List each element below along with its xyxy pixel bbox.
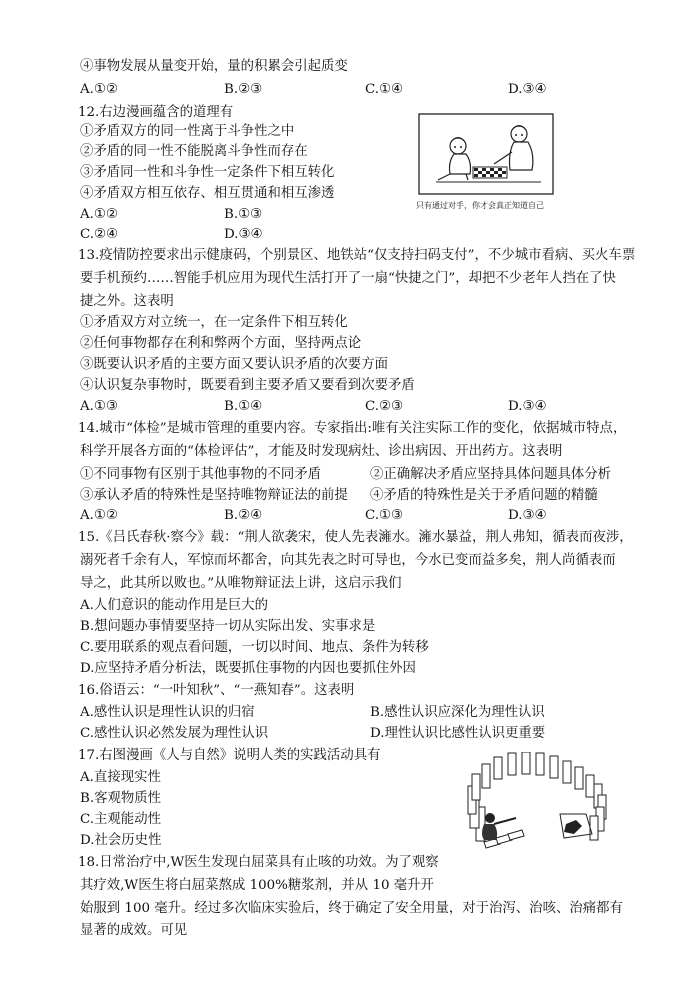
q15-option-b: B.想问题办事情要坚持一切从实际出发、实事求是 (80, 619, 376, 634)
q13-statement-1: ①矛盾双方对立统一，在一定条件下相互转化 (80, 315, 348, 330)
q14-option-c: C.①③ (365, 508, 404, 523)
q14-statement-4: ④矛盾的特殊性是关于矛盾问题的精髓 (370, 488, 598, 503)
q12-statement-2: ②矛盾的同一性不能脱离斗争性而存在 (80, 144, 308, 159)
q16-option-d: D.理性认识比感性认识更重要 (370, 726, 546, 741)
q12-statement-3: ③矛盾同一性和斗争性一定条件下相互转化 (80, 165, 335, 180)
q16-option-a: A.感性认识是理性认识的归宿 (80, 705, 255, 720)
q12-option-a: A.①② (80, 207, 118, 222)
q18-stem-line-3: 始服到 100 毫升。经过多次临床实验后，终于确定了安全用量，对于治泻、治咳、治痛都有 (80, 901, 623, 916)
q15-stem-line-2: 溺死者千余有人，军惊而坏都舍，向其先表之时可导也，今水已变而益多矣，荆人尚循表而 (80, 553, 616, 568)
q14-stem-line-2: 科学开展各方面的“体检评估”，才能及时发现病灶、诊出病因、开出药方。这表明 (80, 444, 563, 459)
q13-option-a: A.①③ (80, 399, 118, 414)
q13-statement-2: ②任何事物都存在利和弊两个方面，坚持两点论 (80, 336, 362, 351)
q14-option-a: A.①② (80, 508, 118, 523)
q13-statement-3: ③既要认识矛盾的主要方面又要认识矛盾的次要方面 (80, 357, 388, 372)
q17-option-d: D.社会历史性 (80, 833, 162, 848)
q12-statement-1: ①矛盾双方的同一性离于斗争性之中 (80, 124, 295, 139)
q12-statement-4: ④矛盾双方相互依存、相互贯通和相互渗透 (80, 186, 335, 201)
q14-statement-1: ①不同事物有区别于其他事物的不同矛盾 (80, 467, 322, 482)
q14-stem-line-1: 14.城市“体检”是城市管理的重要内容。专家指出:唯有关注实际工作的变化，依据城市特点， (78, 421, 627, 436)
q17-cartoon (436, 752, 622, 852)
q17-stem: 17.右图漫画《人与自然》说明人类的实践活动具有 (78, 748, 381, 763)
q11-option-c: C.①④ (365, 82, 404, 97)
q15-stem-line-3: 导之，此其所以败也。”从唯物辩证法上讲，这启示我们 (80, 576, 402, 591)
q15-option-a: A.人们意识的能动作用是巨大的 (80, 598, 269, 613)
q18-stem-line-4: 显著的成效。可见 (80, 923, 188, 938)
q17-option-a: A.直接现实性 (80, 770, 161, 785)
q13-stem-line-1: 13.疫情防控要求出示健康码，个别景区、地铁站“仅支持扫码支付”，不少城市看病、买火车票 (78, 248, 636, 263)
q16-option-b: B.感性认识应深化为理性认识 (370, 705, 545, 720)
q12-option-c: C.②④ (80, 227, 119, 242)
q11-option-d: D.③④ (508, 82, 547, 97)
q15-option-d: D.应坚持矛盾分析法，既要抓住事物的内因也要抓住外因 (80, 661, 416, 676)
q14-option-d: D.③④ (508, 508, 547, 523)
q11-option-b: B.②③ (224, 82, 263, 97)
q11-statement-4: ④事物发展从量变开始，量的积累会引起质变 (80, 59, 348, 74)
q14-option-b: B.②④ (224, 508, 263, 523)
q15-option-c: C.要用联系的观点看问题，一切以时间、地点、条件为转移 (80, 640, 429, 655)
domino-hunter-illustration (436, 752, 622, 852)
q13-stem-line-3: 捷之外。这表明 (80, 294, 174, 309)
q11-option-a: A.①② (80, 82, 118, 97)
q13-option-c: C.②③ (365, 399, 404, 414)
q16-stem: 16.俗语云：“一叶知秋”、“一燕知春”。这表明 (78, 683, 355, 698)
q17-option-b: B.客观物质性 (80, 791, 162, 806)
q13-option-b: B.①④ (224, 399, 263, 414)
q13-statement-4: ④认识复杂事物时，既要看到主要矛盾又要看到次要矛盾 (80, 378, 415, 393)
q13-stem-line-2: 要手机预约……智能手机应用为现代生活打开了一扇“快捷之门”，却把不少老年人挡在了快 (80, 271, 616, 286)
q14-statement-3: ③承认矛盾的特殊性是坚持唯物辩证法的前提 (80, 488, 348, 503)
q12-stem: 12.右边漫画蕴含的道理有 (78, 105, 234, 120)
q12-option-b: B.①③ (224, 207, 263, 222)
q15-stem-line-1: 15.《吕氏春秋·察今》载：“荆人欲袭宋，使人先表澭水。澭水暴益，荆人弗知，循表而夜涉， (78, 530, 633, 545)
q14-statement-2: ②正确解决矛盾应坚持具体问题具体分析 (370, 467, 612, 482)
q18-stem-line-2: 其疗效,W医生将白屈菜熬成 100%糖浆剂，并从 10 毫升开 (80, 878, 434, 893)
q16-option-c: C.感性认识必然发展为理性认识 (80, 726, 269, 741)
q12-cartoon-caption: 只有通过对手，你才会真正知道自己 (416, 201, 544, 210)
q12-cartoon (416, 112, 556, 214)
q12-option-d: D.③④ (224, 227, 263, 242)
q13-option-d: D.③④ (508, 399, 547, 414)
q17-option-c: C.主观能动性 (80, 812, 161, 827)
chess-players-illustration (416, 112, 556, 198)
q18-stem-line-1: 18.日常治疗中,W医生发现白屈菜具有止咳的功效。为了观察 (78, 855, 439, 870)
